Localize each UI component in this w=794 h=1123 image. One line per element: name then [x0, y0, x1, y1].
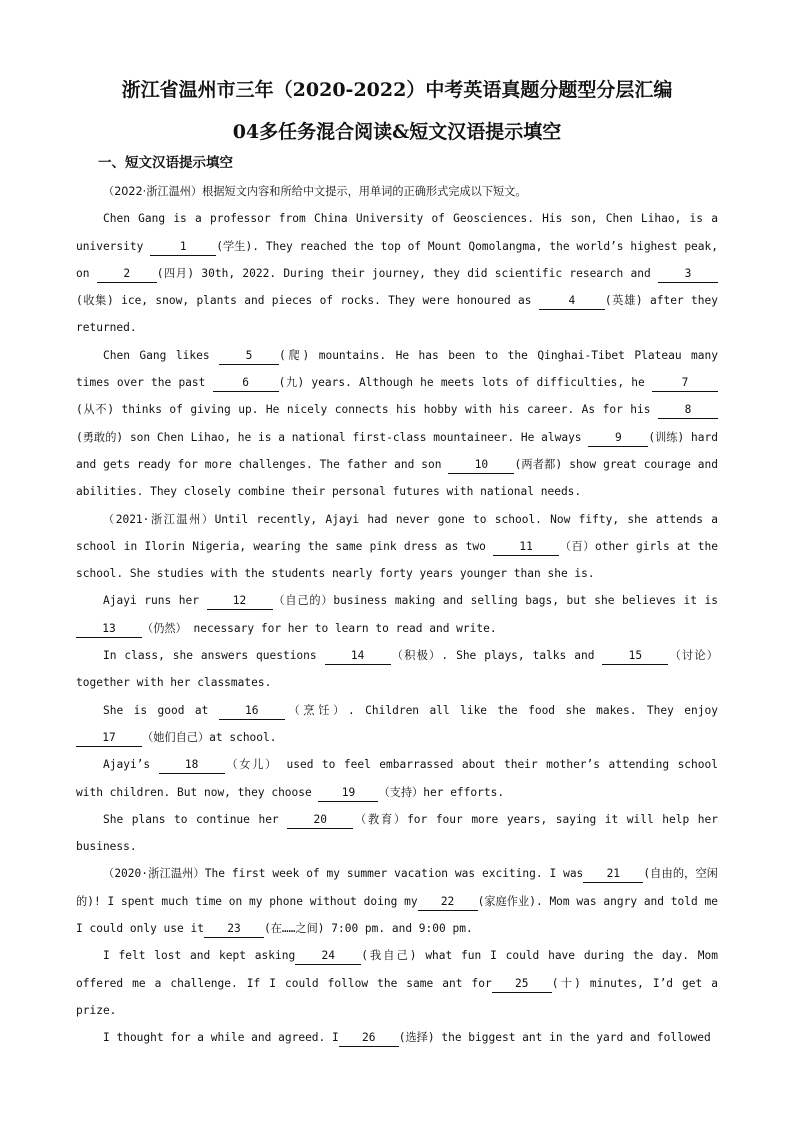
blank-10[interactable]: 10	[448, 457, 514, 474]
blank-9[interactable]: 9	[588, 430, 648, 447]
blank-12[interactable]: 12	[207, 593, 273, 610]
blank-17[interactable]: 17	[76, 730, 142, 747]
blank-13[interactable]: 13	[76, 621, 142, 638]
blank-21[interactable]: 21	[583, 866, 643, 883]
paragraph-3: （2021·浙江温州）Until recently, Ajayi had never gone to school. Now fifty, she attends a school in Ilorin Nigeria, wearing the same pink dress as two 11 （百）other girls at the school. She studies with the students nearly forty years younger than she is.	[76, 512, 718, 581]
paragraph-5: In class, she answers questions 14 （积极）. She plays, talks and 15 （讨论）together with her classmates.	[76, 649, 718, 690]
blank-25[interactable]: 25	[492, 976, 552, 993]
section-heading: 一、短文汉语提示填空	[98, 155, 233, 171]
blank-14[interactable]: 14	[325, 648, 391, 665]
blank-4[interactable]: 4	[539, 293, 605, 310]
blank-23[interactable]: 23	[204, 921, 264, 938]
blank-2[interactable]: 2	[97, 266, 157, 283]
blank-8[interactable]: 8	[658, 402, 718, 419]
blank-16[interactable]: 16	[219, 703, 285, 720]
paragraph-2: Chen Gang likes 5 (爬) mountains. He has been to the Qinghai-Tibet Plateau many times over the past 6 (九) years. Although he meets lots of difficulties, he 7(从不) thinks of giving up. He nicely connects his hobby with his career. As for his 8(勇敢的) son Chen Lihao, he is a national first-class mountaineer. He always 9 (训练) hard and gets ready for more challenges. The father and son 10 (两者都) show great courage and abilities. They closely combine their personal futures with national needs.	[76, 348, 718, 499]
paragraph-11: I thought for a while and agreed. I 26 (选择) the biggest ant in the yard and followed	[76, 1024, 718, 1051]
blank-22[interactable]: 22	[418, 894, 478, 911]
blank-6[interactable]: 6	[213, 375, 279, 392]
paragraph-4: Ajayi runs her 12 （自己的）business making and selling bags, but she believes it is 13 （仍然） necessary for her to learn to read and write.	[76, 587, 718, 642]
blank-3[interactable]: 3	[658, 266, 718, 283]
blank-26[interactable]: 26	[339, 1030, 399, 1047]
paragraph-7: Ajayi’s 18 （女儿） used to feel embarrassed about their mother’s attending school with children. But now, they choose 19 （支持）her efforts.	[76, 751, 718, 806]
blank-7[interactable]: 7	[652, 375, 718, 392]
paragraph-10: I felt lost and kept asking 24 (我自己) what fun I could have during the day. Mom offered me a challenge. If I could follow the same ant for 25 (十) minutes, I’d get a prize.	[76, 949, 719, 1017]
paragraph-9: （2020·浙江温州）The first week of my summer vacation was exciting. I was 21 (自由的，空闲的)! I spent much time on my phone without doing my 22 (家庭作业). Mom was angry and told me I could only use it 23 (在……之间) 7:00 pm. and 9:00 pm.	[76, 860, 718, 942]
blank-5[interactable]: 5	[219, 348, 279, 365]
document-subtitle: 04多任务混合阅读&短文汉语提示填空	[232, 121, 562, 143]
blank-15[interactable]: 15	[602, 648, 668, 665]
paragraph-6: She is good at 16 （烹饪）. Children all like the food she makes. They enjoy 17 （她们自己）at school.	[76, 697, 718, 752]
blank-20[interactable]: 20	[287, 812, 353, 829]
paragraph-8: She plans to continue her 20 （教育）for four more years, saying it will help her business.	[76, 812, 718, 854]
document-title: 浙江省温州市三年（2020-2022）中考英语真题分题型分层汇编	[121, 79, 673, 101]
blank-24[interactable]: 24	[295, 948, 361, 965]
instruction: （2022·浙江温州）根据短文内容和所给中文提示，用单词的正确形式完成以下短文。	[103, 185, 527, 198]
blank-11[interactable]: 11	[493, 539, 559, 556]
blank-1[interactable]: 1	[150, 239, 216, 256]
blank-18[interactable]: 18	[159, 757, 225, 774]
blank-19[interactable]: 19	[318, 785, 378, 802]
paragraph-1: Chen Gang is a professor from China University of Geosciences. His son, Chen Lihao, is a university 1 (学生). They reached the top of Mount Qomolangma, the world’s highest peak, on 2 (四月) 30th, 2022. During their journey, they did scientific research and 3(收集) ice, snow, plants and pieces of rocks. They were honoured as 4 (英雄) after they returned.	[76, 212, 718, 335]
